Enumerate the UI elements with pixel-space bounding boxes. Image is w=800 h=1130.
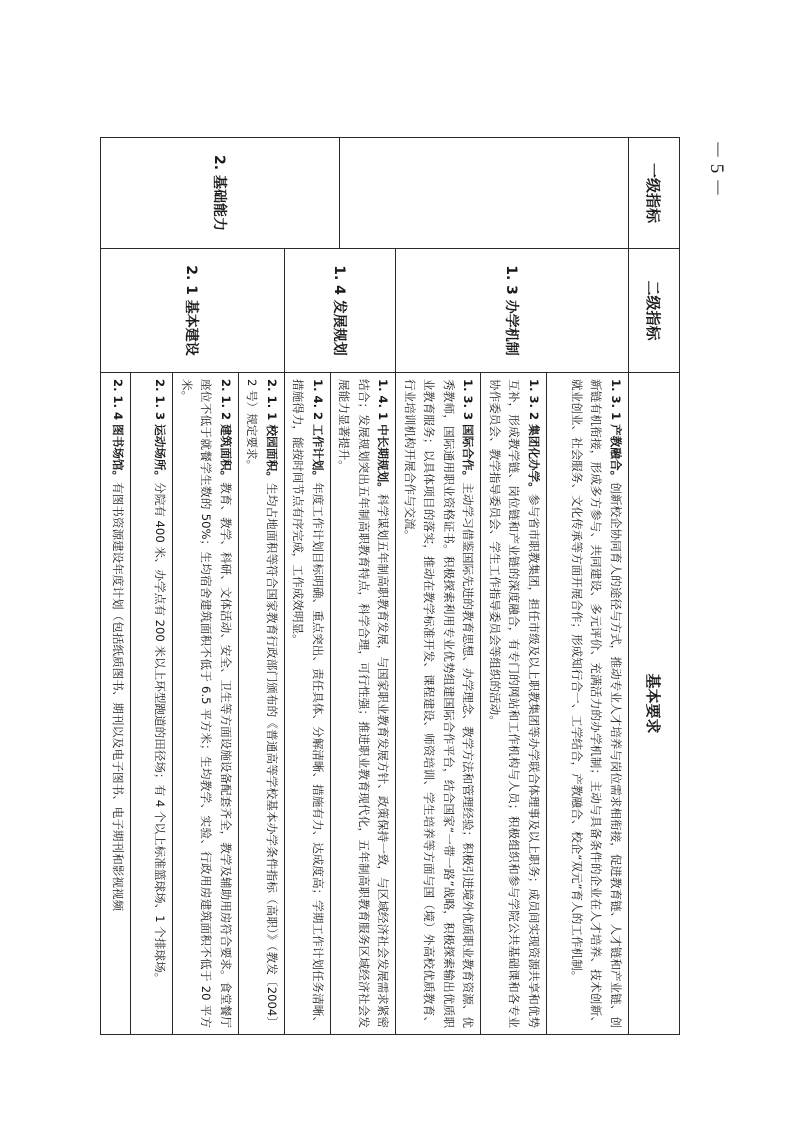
item-text: 年度工作计划目标明确、重点突出、责任具体、分解清晰、措施有力、达成度高；学期工作计划任务清晰、措施得力，能按时间节点有序完成，工作成效明显。 (291, 379, 325, 1028)
level2-area (101, 249, 628, 1034)
group-development-planning (284, 249, 396, 1034)
page-number: － 5 － (706, 140, 727, 198)
indicator-table (100, 137, 680, 1035)
header-requirements: 基本要求 (644, 673, 663, 734)
table-row (101, 373, 131, 1034)
table-row (238, 373, 284, 1034)
item-text: 科学谋划五年制高职教育发展，与国家职业教育发展方针、政策保持一致，与区域经济社会发展需求紧密结合；发展规划突出五年制高职教育特点，科学合理，可行性强；推进职业教育现代化，五年制高职教育服务区域经济社会发展能力显著提升。 (337, 379, 391, 1028)
group-basic-construction (101, 249, 284, 1034)
table-row (397, 373, 481, 1034)
table-row (285, 373, 330, 1034)
document-frame (100, 137, 680, 1035)
item-title: 1. 4. 1 中长期规划。 (376, 379, 391, 494)
level1-cell-continued (340, 138, 628, 248)
item-title: 2. 1. 1 校园面积。 (265, 379, 279, 484)
item-title: 1. 3. 1 产教融合。 (609, 379, 623, 483)
item-title: 1. 4. 2 工作计划。 (311, 379, 325, 483)
item-title: 2. 1. 3 运动场所。 (153, 379, 168, 483)
item-text: 创新校企协同育人的途径与方式，推动专业人才培养与岗位需求相衔接，促进教育链、人才链和产业链、创新链有机衔接，形成多方参与、共同建设、多元评价、充满活力的办学机制；主动与具备条件的企业在人才培养、技术创新、就业创业、社会服务、文化传承等方面开展合作；形成知行合一、工学结合，产教融合、校企“双元”育人的工作机制。 (570, 379, 623, 1028)
table-body (101, 138, 628, 1034)
level1-column (101, 138, 628, 249)
table-header-row (628, 138, 679, 1034)
table-row (173, 373, 239, 1034)
group-items (101, 373, 284, 1034)
item-text: 教育、教学、科研、文体活动、安全、卫生等方面设施设备配套齐全，教学及辅助用房符合要求。食堂餐厅座位不低于就餐学生数的 50%；生均宿舍建筑面积不低于 6.5 平方米；生均教学、实验、行政用房建筑面积不低于 20 平方米。 (180, 379, 233, 1028)
table-row (546, 373, 628, 1034)
group-items (285, 373, 396, 1034)
group-label: 1. 4 发展规划 (285, 249, 396, 373)
item-title: 1. 3. 2 集团化办学。 (527, 379, 541, 494)
level1-cell-basic-capability: 2. 基础能力 (101, 138, 340, 248)
group-label: 2. 1 基本建设 (101, 249, 284, 373)
header-level2: 二级指标 (629, 249, 679, 373)
group-school-mechanism (396, 249, 629, 1034)
table-row (481, 373, 547, 1034)
table-row (131, 373, 173, 1034)
item-text: 分院有 400 米、办学点有 200 米以上环型跑道的田径场；有 4 个以上标准篮球场、1 个排球场。 (153, 482, 168, 985)
item-text: 有图书资源建设年度计划（包括纸质图书、期刊以及电子图书、电子期刊和影视视频 (111, 482, 126, 912)
table-row (330, 373, 396, 1034)
group-items (397, 373, 629, 1034)
item-text: 生均占地面积等符合国家教育行政部门颁布的《普通高等学校基本办学条件指标（高职）》（教发〔2004〕2 号）规定要求。 (245, 379, 279, 1028)
item-text: 主动学习借鉴国际先进的教育思想、办学理念、教学方法和管理经验；积极引进境外优质职业教育资源、优秀教师，国际通用职业资格证书。积极探索利用专业优势组建国际合作平台，结合国家“一带一路”战略，积极探索输出优质职业教育服务；以具体项目的落实，推动在教学标准开发、课程建设、师资培训、学生培养等方面与国（境）外高校优质教育、行业培训机构开展合作与交流。 (403, 379, 476, 1028)
item-text: 参与省市职教集团，担任市级及以上职教集团等办学联合体理事及以上职务；成员间实现资源共享和优势互补，形成教学链、岗位链和产业链的深度融合，有专门的网站和工作机构与人员；积极组织和参与学院公共基础课和各专业协作委员会、教学指导委员会、学生工作指导委员会等组织的活动。 (488, 379, 541, 1028)
header-level1: 一级指标 (629, 138, 679, 249)
group-label: 1. 3 办学机制 (397, 249, 629, 373)
item-title: 1. 3. 3 国际合作。 (461, 379, 476, 483)
item-title: 2. 1. 4 图书场馆。 (111, 379, 126, 483)
item-title: 2. 1. 2 建筑面积。 (219, 379, 233, 483)
